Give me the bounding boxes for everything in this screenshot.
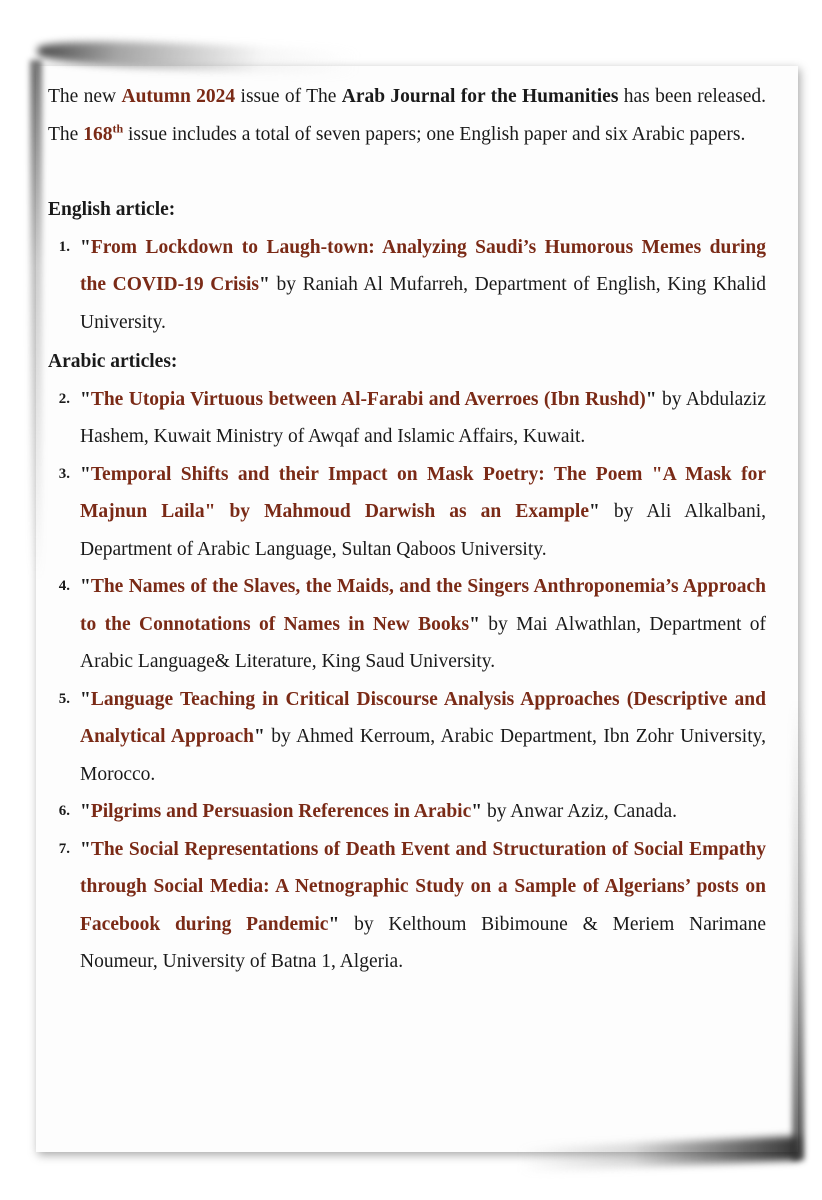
- intro-text: issue includes a total of seven papers; one English paper and six Arabic papers.: [123, 123, 746, 145]
- issue-number-suffix: th: [112, 121, 124, 135]
- issue-number: 168: [83, 123, 113, 145]
- article-number: 7.: [58, 840, 70, 857]
- article-details: by Kelthoum Bibimoune & Meriem Narimane Noumeur, University of Batna 1, Algeria.: [80, 913, 767, 972]
- article-item: 7. "The Social Representations of Death Event and Structuration of Social Empathy through Social Media: A Netnographic Study on a Sample of Algerians’ posts on Facebook during Pandemic" by Kelthoum Bibimoune & Meriem Narimane Noumeur, University of Batna 1, Algeria.: [48, 831, 766, 981]
- article-title: Temporal Shifts and their Impact on Mask Poetry: The Poem "A Mask for Majnun Laila" by Mahmoud Darwish as an Example: [80, 463, 766, 522]
- article-number: 6.: [58, 803, 70, 819]
- english-article-list: [48, 229, 766, 342]
- article-item: 4. "The Names of the Slaves, the Maids, and the Singers Anthroponemia’s Approach to the Connotations of Names in New Books" by Mai Alwathlan, Department of Arabic Language& Literature, King Saud University.: [48, 568, 766, 681]
- arabic-article-list: [48, 381, 766, 981]
- article-number: 2.: [58, 390, 70, 407]
- english-heading: English article:: [48, 199, 176, 220]
- intro-paragraph: [48, 78, 766, 153]
- article-title: Language Teaching in Critical Discourse Analysis Approaches (Descriptive and Analytical Approach: [80, 688, 766, 747]
- article-number: 1.: [58, 238, 70, 255]
- article-item: 6. "Pilgrims and Persuasion References in Arabic" by Anwar Aziz, Canada.: [48, 793, 766, 831]
- article-number: 4.: [58, 578, 70, 594]
- article-details: by Mai Alwathlan, Department of Arabic Language& Literature, King Saud University.: [80, 613, 766, 672]
- article-item: 2. "The Utopia Virtuous between Al-Farabi and Averroes (Ibn Rushd)" by Abdulaziz Hashem, Kuwait Ministry of Awqaf and Islamic Affairs, Kuwait.: [48, 381, 766, 456]
- intro-text: has been released. The: [48, 86, 766, 145]
- article-item: 3. "Temporal Shifts and their Impact on Mask Poetry: The Poem "A Mask for Majnun Laila" by Mahmoud Darwish as an Example" by Ali Alkalbani, Department of Arabic Language, Sultan Qaboos University.: [48, 456, 766, 569]
- article-details: by Ahmed Kerroum, Arabic Department, Ibn Zohr University, Morocco.: [80, 726, 766, 785]
- article-title: Pilgrims and Persuasion References in Arabic: [90, 801, 472, 822]
- arabic-heading: Arabic articles:: [48, 351, 178, 372]
- intro-text: issue of The: [235, 86, 342, 107]
- article-title: From Lockdown to Laugh-town: Analyzing Saudi’s Humorous Memes during the COVID-19 Crisis: [80, 236, 766, 295]
- article-item: 5. "Language Teaching in Critical Discourse Analysis Approaches (Descriptive and Analytical Approach" by Ahmed Kerroum, Arabic Department, Ibn Zohr University, Morocco.: [48, 681, 766, 794]
- intro-text: The new: [48, 86, 122, 107]
- article-title: The Names of the Slaves, the Maids, and the Singers Anthroponemia’s Approach to the Connotations of Names in New Books: [80, 576, 766, 635]
- article-title: The Utopia Virtuous between Al-Farabi and Averroes (Ibn Rushd): [90, 388, 646, 410]
- article-details: by Raniah Al Mufarreh, Department of English, King Khalid University.: [80, 274, 767, 333]
- article-number: 3.: [58, 465, 70, 482]
- article-item: 1. "From Lockdown to Laugh-town: Analyzing Saudi’s Humorous Memes during the COVID-19 Crisis" by Raniah Al Mufarreh, Department of English, King Khalid University.: [48, 229, 766, 342]
- article-number: 5.: [58, 690, 70, 707]
- issue-name: Autumn 2024: [121, 86, 236, 107]
- journal-name: Arab Journal for the Humanities: [341, 86, 619, 107]
- article-details: by Abdulaziz Hashem, Kuwait Ministry of Awqaf and Islamic Affairs, Kuwait.: [80, 388, 766, 447]
- article-details: by Ali Alkalbani, Department of Arabic Language, Sultan Qaboos University.: [80, 501, 766, 560]
- article-title: The Social Representations of Death Event and Structuration of Social Empathy through Social Media: A Netnographic Study on a Sample of Algerians’ posts on Facebook during Pandemic: [80, 838, 766, 935]
- announcement-body: [48, 78, 766, 981]
- article-details: by Anwar Aziz, Canada.: [482, 801, 678, 822]
